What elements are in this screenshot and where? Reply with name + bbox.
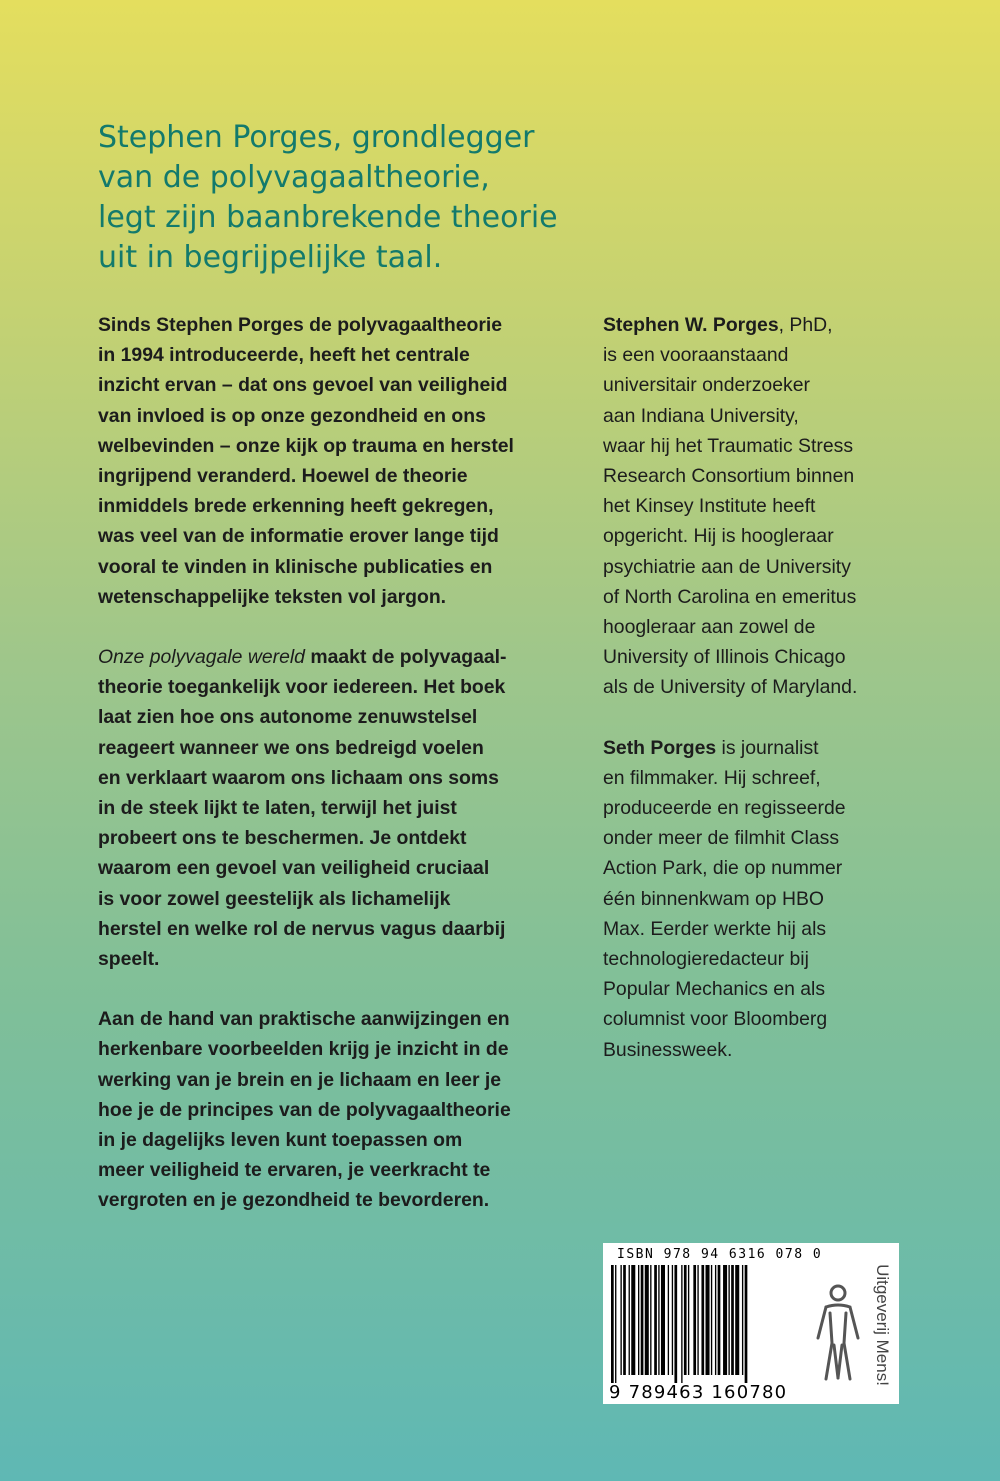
author-line: University of Illinois Chicago	[603, 646, 846, 669]
author-line: één binnenkwam op HBO	[603, 887, 824, 910]
person-figure-icon	[808, 1283, 868, 1383]
intro-line: welbevinden – onze kijk op trauma en herstel	[98, 434, 514, 457]
author-column	[603, 310, 903, 1095]
author-first-line	[603, 310, 903, 340]
author-line: Max. Eerder werkte hij als	[603, 917, 827, 940]
author-line: technologieredacteur bij	[603, 948, 809, 971]
author-line: Action Park, die op nummer	[603, 857, 843, 880]
practical-line: hoe je de principes van de polyvagaaltheorie	[98, 1098, 511, 1121]
publisher	[869, 1253, 895, 1401]
practical-line: in je dagelijks leven kunt toepassen om	[98, 1129, 463, 1152]
tagline	[98, 118, 618, 278]
author-bio-stephen	[603, 310, 903, 703]
practical-paragraph	[98, 1004, 578, 1215]
barcode-digits: 9 789463 160780	[609, 1382, 788, 1403]
tagline-line: Stephen Porges, grondlegger	[98, 120, 535, 155]
practical-line: herkenbare voorbeelden krijg je inzicht in de	[98, 1038, 509, 1061]
author-line: produceerde en regisseerde	[603, 797, 846, 820]
author-line: het Kinsey Institute heeft	[603, 495, 816, 518]
author-line: Research Consortium binnen	[603, 465, 855, 488]
book-line: herstel en welke rol de nervus vagus daarbij	[98, 917, 506, 940]
book-line: is voor zowel geestelijk als lichamelijk	[98, 887, 451, 910]
intro-line: Sinds Stephen Porges de polyvagaaltheorie	[98, 314, 503, 336]
author-line: als de University of Maryland.	[603, 676, 858, 699]
author-first-line	[603, 733, 903, 763]
book-line: probeert ons te beschermen. Je ontdekt	[98, 827, 467, 850]
practical-line: werking van je brein en je lichaam en leer je	[98, 1068, 502, 1091]
book-line: maakt de polyvagaal-	[304, 646, 507, 669]
practical-line: vergroten en je gezondheid te bevorderen.	[98, 1189, 490, 1212]
author-line: columnist voor Bloomberg	[603, 1008, 828, 1031]
tagline-line: legt zijn baanbrekende theorie	[98, 200, 558, 235]
intro-paragraph	[98, 310, 578, 612]
intro-line: ingrijpend veranderd. Hoewel de theorie	[98, 465, 468, 488]
isbn-label: ISBN 978 94 6316 078 0	[617, 1247, 823, 1262]
author-line: opgericht. Hij is hoogleraar	[603, 525, 834, 548]
book-line: in de steek lijkt te laten, terwijl het juist	[98, 797, 457, 820]
author-line: , PhD,	[778, 314, 833, 336]
author-line: Popular Mechanics en als	[603, 978, 826, 1001]
book-first-line	[98, 642, 578, 672]
author-line: psychiatrie aan de University	[603, 555, 851, 578]
blurb-column	[98, 310, 578, 1246]
book-line: laat zien hoe ons autonome zenuwstelsel	[98, 706, 478, 729]
author-name: Stephen W. Porges	[603, 314, 779, 336]
author-line: is een vooraanstaand	[603, 344, 789, 367]
author-line: universitair onderzoeker	[603, 374, 810, 397]
book-line: en verklaart waarom ons lichaam ons soms	[98, 766, 499, 789]
book-line: reageert wanneer we ons bedreigd voelen	[98, 736, 484, 759]
author-line: waar hij het Traumatic Stress	[603, 434, 854, 457]
book-line: waarom een gevoel van veiligheid cruciaal	[98, 857, 490, 880]
intro-line: van invloed is op onze gezondheid en ons	[98, 404, 486, 427]
author-line: of North Carolina en emeritus	[603, 585, 857, 608]
intro-line: was veel van de informatie erover lange tijd	[98, 525, 499, 548]
author-bio-seth	[603, 733, 903, 1065]
intro-line: in 1994 introduceerde, heeft het centrale	[98, 344, 470, 367]
practical-line: Aan de hand van praktische aanwijzingen en	[98, 1008, 510, 1031]
tagline-line: uit in begrijpelijke taal.	[98, 240, 443, 275]
practical-line: meer veiligheid te ervaren, je veerkracht te	[98, 1159, 491, 1182]
barcode-icon	[609, 1265, 795, 1383]
tagline-line: van de polyvagaaltheorie,	[98, 160, 490, 195]
intro-line: inzicht ervan – dat ons gevoel van veiligheid	[98, 374, 508, 397]
author-line: aan Indiana University,	[603, 404, 799, 427]
book-line: theorie toegankelijk voor iedereen. Het boek	[98, 676, 506, 699]
author-line: hoogleraar aan zowel de	[603, 616, 816, 639]
book-line: speelt.	[98, 948, 160, 971]
author-name: Seth Porges	[603, 736, 717, 759]
author-line: Businessweek.	[603, 1038, 733, 1061]
publisher-name: Uitgeverij Mens!	[873, 1264, 892, 1386]
barcode-box	[603, 1243, 899, 1404]
book-title: Onze polyvagale wereld	[98, 646, 305, 669]
author-line: onder meer de filmhit Class	[603, 827, 840, 850]
intro-line: inmiddels brede erkenning heeft gekregen,	[98, 495, 494, 518]
author-line: is journalist	[716, 736, 819, 759]
book-paragraph	[98, 642, 578, 974]
intro-line: wetenschappelijke teksten vol jargon.	[98, 585, 447, 608]
author-line: en filmmaker. Hij schreef,	[603, 766, 821, 789]
intro-line: vooral te vinden in klinische publicaties en	[98, 555, 493, 578]
